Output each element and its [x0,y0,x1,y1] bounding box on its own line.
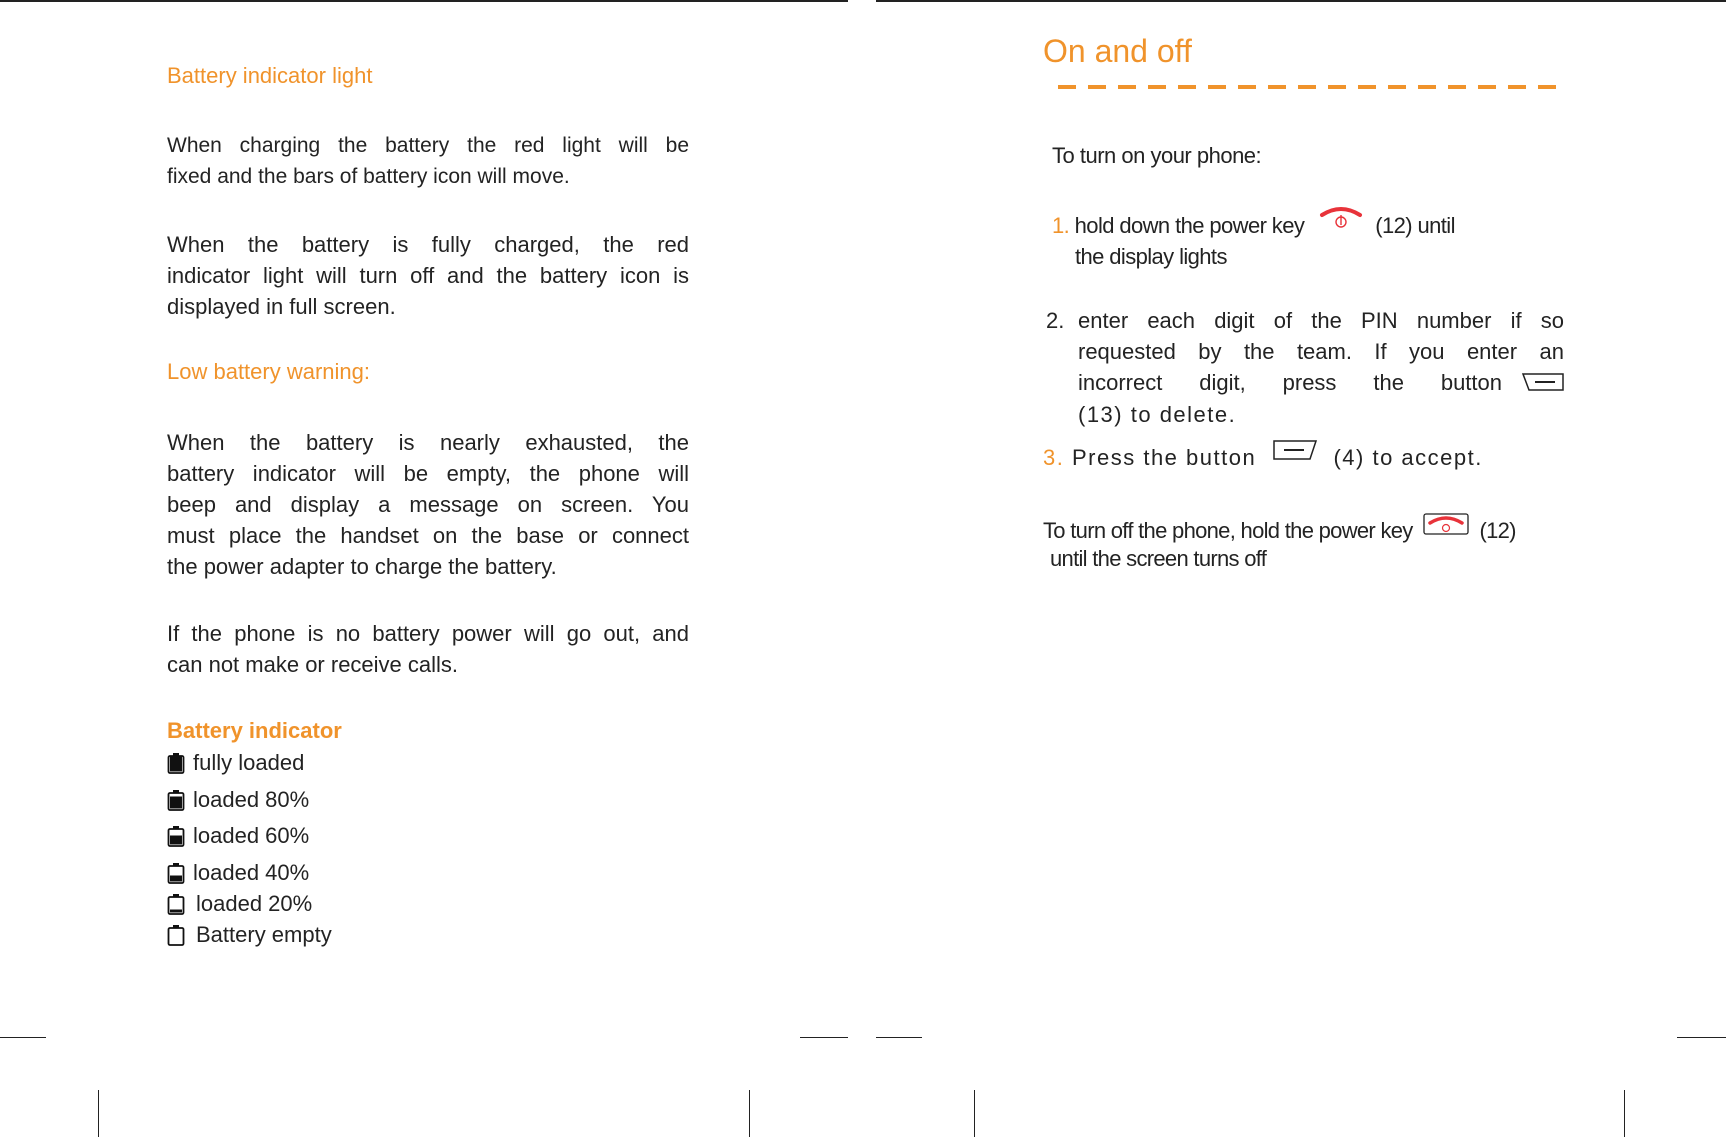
step-3 [1043,442,1483,473]
battery-icon [167,862,185,884]
crop-mark [749,1090,750,1137]
top-rule-left [0,0,848,2]
battery-light-heading: Battery indicator light [167,63,373,88]
softkey-right-icon [1521,372,1565,392]
crop-mark [800,1037,848,1038]
step-1-line-2: the display lights [1075,244,1227,269]
crop-mark [0,1037,46,1038]
step-3-text-post: (4) to accept. [1333,445,1483,470]
battery-level-label: loaded 40% [193,860,310,885]
battery-level-row [167,889,312,919]
step-2-number: 2. [1046,308,1065,333]
power-key-icon [1318,205,1364,233]
turn-off-text-pre: To turn off the phone, hold the power key [1043,518,1413,543]
battery-icon [167,752,185,774]
crop-mark [1677,1037,1726,1038]
page-title: On and off [1043,33,1192,69]
crop-mark [1624,1090,1625,1137]
low-battery-paragraph-1: When the battery is nearly exhausted, the battery indicator will be empty, the phone will beep and display a message on screen. You must place the handset on the base or connect the power adapter to charge the battery. [167,430,689,579]
crop-mark [974,1090,975,1137]
battery-level-label: fully loaded [193,750,305,775]
battery-level-row [167,858,309,888]
step-3-text: Press the button [1071,445,1257,470]
battery-level-label: loaded 80% [193,787,310,812]
battery-icon [167,924,185,946]
low-battery-heading: Low battery warning: [167,359,370,384]
battery-body [169,928,184,945]
power-key-icon [1422,512,1470,536]
battery-level-row [167,920,332,950]
step-1-number: 1. [1052,213,1070,238]
step-2-text: enter each digit of the PIN number if so requested by the team. If you enter an incorrect digit, press the button [1078,308,1564,395]
crop-mark [98,1090,99,1137]
step-3-number: 3. [1043,445,1065,470]
battery-fill [170,797,182,809]
battery-icon [167,789,185,811]
step-2-line-4: (13) to delete. [1078,402,1237,427]
battery-level-row [167,785,309,815]
step-1 [1052,210,1455,241]
turn-off-text-post: (12) [1479,518,1516,543]
step-1-text: hold down the power key [1074,213,1305,238]
softkey-left-icon [1272,438,1318,460]
turn-on-intro: To turn on your phone: [1052,143,1262,168]
crop-mark [876,1037,922,1038]
step-1-text-post: (12) until [1375,213,1455,238]
battery-fill [170,876,182,882]
turn-off-line-2: until the screen turns off [1050,546,1267,571]
battery-level-row [167,748,304,778]
battery-level-label: loaded 60% [193,823,310,848]
battery-fill [170,757,182,772]
turn-off-text [1043,515,1516,546]
title-divider [1058,85,1556,89]
battery-light-paragraph-2: When the battery is fully charged, the red indicator light will turn off and the battery icon is displayed in full screen. [167,232,689,319]
battery-light-paragraph-1: When charging the battery the red light will be fixed and the bars of battery icon will move. [167,134,689,188]
top-rule-right [876,0,1726,2]
battery-level-row [167,821,309,851]
low-battery-paragraph-2: If the phone is no battery power will go out, and can not make or receive calls. [167,621,689,677]
battery-fill [170,910,182,913]
battery-icon [167,893,185,915]
battery-level-label: loaded 20% [196,891,313,916]
battery-indicator-heading: Battery indicator [167,718,342,743]
battery-level-label: Battery empty [196,922,332,947]
battery-icon [167,825,185,847]
battery-fill [170,836,182,845]
